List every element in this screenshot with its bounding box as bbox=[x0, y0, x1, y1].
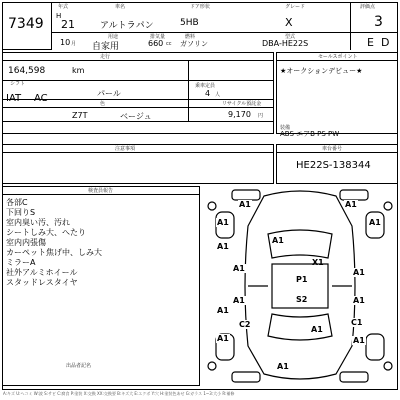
car-displacement: 660 bbox=[148, 39, 164, 48]
note-line: 社外アルミホイール bbox=[6, 268, 78, 277]
equipment-list: ABS エアB PS PW bbox=[280, 130, 340, 138]
overall-score: 3 bbox=[374, 14, 383, 30]
car-grade: X bbox=[285, 16, 293, 29]
recycle-value: 9,170 bbox=[228, 110, 251, 119]
mileage-label: 走行 bbox=[100, 54, 111, 60]
sales-point-divider bbox=[276, 60, 398, 61]
color-code: Z7T bbox=[72, 111, 88, 120]
damage-mark: A1 bbox=[345, 200, 357, 209]
car-diagram bbox=[202, 186, 398, 386]
info-row-line-1 bbox=[2, 60, 274, 61]
damage-mark: A1 bbox=[217, 334, 229, 343]
grade-label: グレード bbox=[285, 4, 306, 10]
year-value: 21 bbox=[61, 18, 75, 31]
damage-mark: A1 bbox=[272, 236, 284, 245]
damage-mark: A1 bbox=[239, 200, 251, 209]
damage-mark: A1 bbox=[277, 362, 289, 371]
mileage-value: 164,598 bbox=[8, 66, 46, 76]
score-label: 評価点 bbox=[360, 4, 376, 10]
damage-mark: A1 bbox=[311, 325, 323, 334]
remarks-divider bbox=[2, 152, 274, 153]
car-doors: 5HB bbox=[180, 18, 199, 28]
notes-title: 検査員報告 bbox=[88, 188, 114, 194]
note-line: シートしみ大、へたり bbox=[6, 228, 86, 237]
interior-score: E bbox=[367, 36, 374, 49]
capacity-value: 4 bbox=[205, 89, 211, 98]
model-label: 型式 bbox=[285, 34, 296, 40]
damage-mark: A1 bbox=[369, 218, 381, 227]
equip-label: 装備 bbox=[280, 125, 291, 131]
damage-mark: C2 bbox=[239, 320, 251, 329]
notes-divider bbox=[2, 194, 200, 195]
shift-label: シフト bbox=[10, 81, 26, 87]
damage-mark: C1 bbox=[351, 318, 363, 327]
damage-mark: A1 bbox=[353, 336, 365, 345]
sales-point-title: セールスポイント bbox=[318, 54, 358, 60]
sales-point-text: ★オークションデビュー★ bbox=[280, 67, 363, 75]
displacement-label: 排気量 bbox=[150, 34, 166, 40]
year-era: H bbox=[56, 12, 62, 20]
note-line: カーペット焦げ中、しみ大 bbox=[6, 248, 102, 257]
damage-mark: A1 bbox=[217, 218, 229, 227]
damage-mark: A1 bbox=[233, 296, 245, 305]
recycle-label: リサイクル預託金 bbox=[222, 101, 262, 107]
lot-number: 7349 bbox=[8, 16, 44, 32]
interior-color: ベージュ bbox=[120, 112, 152, 121]
mileage-unit: km bbox=[72, 66, 85, 75]
usage-label: 用途 bbox=[108, 34, 119, 40]
note-line: スタッドレスタイヤ bbox=[6, 278, 78, 287]
damage-mark: A1 bbox=[353, 268, 365, 277]
car-fuel: ガソリン bbox=[180, 40, 208, 48]
sales-point-box bbox=[276, 52, 398, 134]
capacity-label: 乗車定員 bbox=[195, 83, 216, 89]
damage-mark: X1 bbox=[312, 258, 324, 267]
info-row-line-2 bbox=[2, 80, 274, 81]
info-row-line-4 bbox=[2, 107, 274, 108]
legend-footer: A:キズ U:ヘコミ W:波 S:サビ C:腐食 P:塗装 X:交換 XX:交換要 B:キズ大 E:エクボ Y:穴 H:塗装色あせ G:ガラス 1~3:大小 R:補修 bbox=[3, 391, 235, 396]
remarks-box bbox=[2, 144, 274, 184]
damage-mark: A1 bbox=[217, 306, 229, 315]
note-line: 室内内張傷 bbox=[6, 238, 46, 247]
note-line: 下回りS bbox=[6, 208, 36, 217]
remarks-title: 注意事項 bbox=[115, 146, 136, 152]
year-month: 10 bbox=[60, 38, 71, 47]
car-model-code: DBA-HE22S bbox=[262, 39, 309, 48]
color-name: パール bbox=[97, 89, 121, 98]
damage-mark: P1 bbox=[296, 275, 308, 284]
damage-mark: S2 bbox=[296, 295, 308, 304]
note-line: 室内臭い汚、汚れ bbox=[6, 218, 70, 227]
note-line: 各部C bbox=[6, 198, 28, 207]
top-divider-1 bbox=[52, 32, 398, 33]
doors-label: ドア形状 bbox=[190, 4, 210, 10]
chassis-divider bbox=[276, 152, 398, 153]
recycle-unit: 円 bbox=[258, 113, 264, 119]
damage-mark: A1 bbox=[233, 264, 245, 273]
ac-value: AC bbox=[34, 93, 48, 104]
year-month-unit: 月 bbox=[71, 41, 77, 47]
exterior-score: D bbox=[381, 36, 390, 49]
damage-mark: A1 bbox=[353, 296, 365, 305]
car-name: アルトラパン bbox=[100, 21, 154, 31]
chassis-title: 車台番号 bbox=[322, 146, 343, 152]
year-label: 年式 bbox=[58, 4, 69, 10]
note-line: ミラーA bbox=[6, 258, 36, 267]
damage-mark: A1 bbox=[217, 242, 229, 251]
info-col-line bbox=[188, 60, 189, 121]
car-usage: 自家用 bbox=[92, 42, 120, 52]
fuel-label: 燃料 bbox=[185, 34, 196, 40]
signature-label: 出品者記名 bbox=[66, 363, 92, 369]
color-label: 色 bbox=[100, 101, 106, 107]
name-label: 車名 bbox=[115, 4, 126, 10]
transmission-type: IAT bbox=[6, 93, 22, 104]
displacement-unit: cc bbox=[166, 41, 172, 47]
chassis-number: HE22S-138344 bbox=[296, 160, 371, 171]
capacity-unit: 人 bbox=[215, 92, 221, 98]
score-divider bbox=[350, 2, 351, 50]
